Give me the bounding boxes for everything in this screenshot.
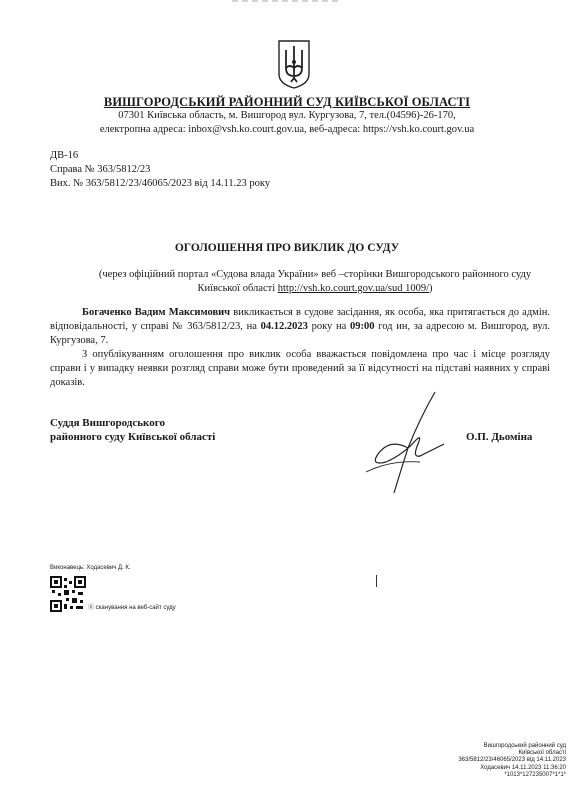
- qr-caption: Ⓡ сканування на веб-сайт суду: [88, 605, 176, 611]
- judge-title: Суддя Вишгородського районного суду Київської області: [50, 417, 216, 443]
- summons-paragraph: Богаченко Вадим Максимович викликається в судове засідання, як особа, яка притягається до адмін. відповідальності, у справі № 363/5812/23, на 04.12.2023 року на 09:00 год ин, за адресою м. Вишгород, вул. Кургузова, 7.: [50, 307, 551, 346]
- outgoing-number: Вих. № 363/5812/23/46065/2023 від 14.11.23 року: [50, 178, 271, 189]
- qr-code-icon[interactable]: [50, 576, 86, 612]
- court-name: ВИШГОРОДСЬКИЙ РАЙОННИЙ СУД КИЇВСЬКОЇ ОБЛАСТІ: [103, 95, 471, 109]
- publication-note: [80, 268, 550, 296]
- coat-of-arms-icon: [276, 38, 312, 90]
- hearing-time: 09:00: [349, 321, 375, 332]
- notice-body: [50, 306, 550, 390]
- electronic-stamp: Вишгородський районний суд Київської області 363/5812/23/46065/2023 від 14.11.2023 Ходасевич 14.11.2023 11:36:20 *1013*127235007*1*1*: [458, 743, 566, 778]
- notice-title: ОГОЛОШЕННЯ ПРО ВИКЛИК ДО СУДУ: [174, 242, 400, 254]
- court-address: 07301 Київська область, м. Вишгород вул. Кургузова, 7, тел.(04596)-26-170,: [118, 110, 456, 121]
- judge-name: О.П. Дьоміна: [466, 431, 533, 443]
- judge-signature: [360, 388, 450, 498]
- scan-edge-mark: [232, 0, 342, 4]
- consequence-paragraph: З опублікуванням оголошення про виклик особа вважається повідомлена про час і місце розгляду справи і у випадку неявки розгляд справи може бути проведений за її відсутності на підставі наявних у справі доказів.: [50, 349, 550, 388]
- court-contacts: електропна адреса: inbox@vsh.ko.court.gov.ua, веб-адреса: https://vsh.ko.court.gov.ua: [99, 124, 475, 135]
- publication-text: (через офіційний портал «Судова влада України» веб –сторінки Вишгородського районного суду Київської області: [98, 269, 532, 294]
- publication-close: ): [429, 283, 433, 294]
- hearing-date: 04.12.2023: [260, 321, 308, 332]
- executor-line: Виконавець: Ходасевич Д. К.: [50, 565, 131, 571]
- court-website-link[interactable]: http://vsh.ko.court.gov.ua/sud 1009/: [277, 283, 430, 294]
- scan-artifact: [376, 575, 377, 587]
- person-name: Богаченко Вадим Максимович: [82, 307, 231, 318]
- case-number: Справа № 363/5812/23: [50, 164, 151, 175]
- form-code: ДВ-16: [50, 150, 79, 161]
